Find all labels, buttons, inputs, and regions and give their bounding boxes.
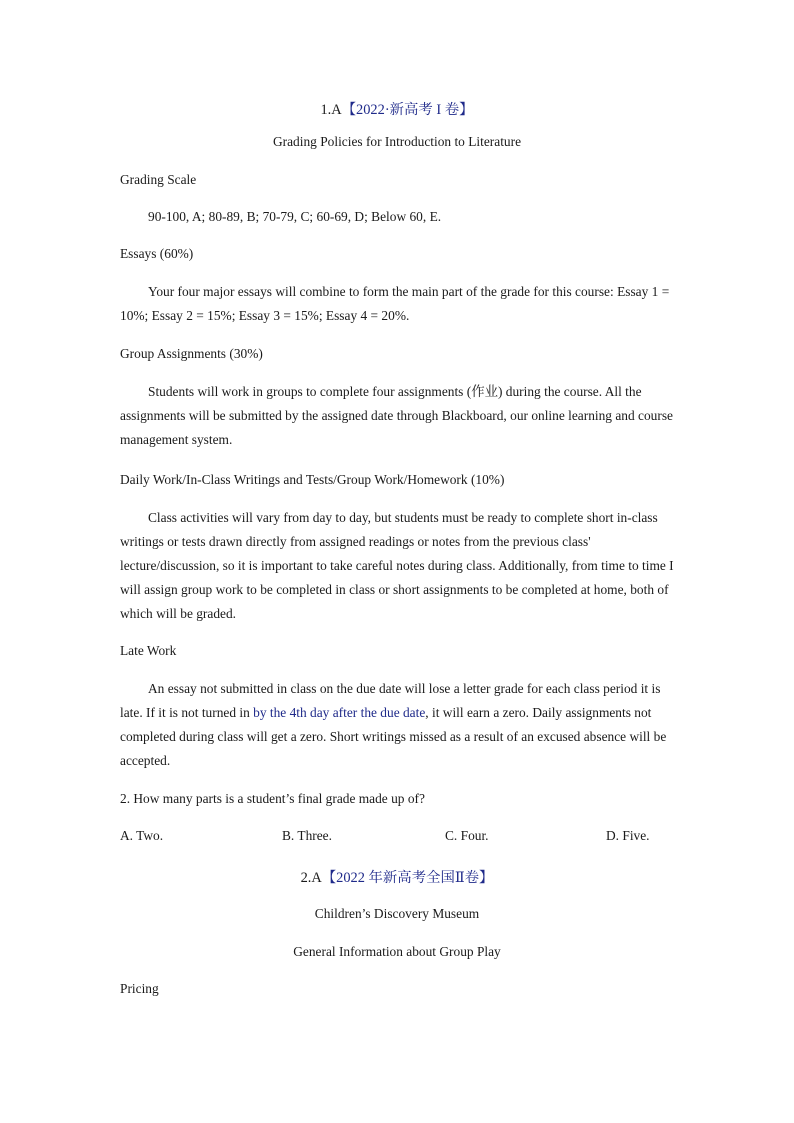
section-body-grading-scale: 90-100, A; 80-89, B; 70-79, C; 60-69, D; Below 60, E. (148, 209, 442, 224)
section-body-daily-work: Class activities will vary from day to day, but students must be ready to complete short in-class writings or tests drawn directly from assigned readings or notes from the previous class' lecture/discussion, so it is important to take careful notes during class. Additionally, from time to time I will assign group work to be completed in class or short assignments to be completed at home, both of which will be graded. (120, 510, 674, 621)
section-heading-group-assignments: Group Assignments (30%) (120, 346, 263, 361)
q1-passage-title: Grading Policies for Introduction to Literature (272, 134, 522, 149)
section-heading-daily-work: Daily Work/In-Class Writings and Tests/Group Work/Homework (10%) (120, 472, 505, 487)
q2-passage-subtitle: General Information about Group Play (293, 944, 501, 959)
q2-source-tag: 【2022 年新高考全国Ⅱ卷】 (321, 870, 494, 886)
section-body-essays: Your four major essays will combine to form the main part of the grade for this course: Essay 1 = 10%; Essay 2 = 15%; Essay 3 = 15%; Essay 4 = 20%. (120, 284, 670, 323)
q1-source-tag: 【2022·新高考 I 卷】 (341, 102, 474, 118)
section-heading-late-work: Late Work (120, 643, 177, 658)
option-c: C. Four. (445, 828, 489, 843)
q2-header (0, 866, 794, 887)
option-d: D. Five. (606, 828, 650, 843)
q2-passage-title: Children’s Discovery Museum (314, 906, 480, 921)
section-body-late-work (120, 677, 676, 773)
section-heading-grading-scale: Grading Scale (120, 172, 197, 187)
q2-section-heading-pricing: Pricing (120, 981, 159, 996)
q2-number: 2.A (300, 870, 322, 886)
q1-number: 1.A (320, 102, 342, 118)
option-a: A. Two. (120, 828, 164, 843)
late-work-text-2: , it will earn a zero. Daily assignments not completed during class will get a zero. Short writings missed as a result of an excused absence will be accepted. (120, 705, 667, 768)
late-work-highlight: by the 4th day after the due date (253, 705, 426, 720)
section-heading-essays: Essays (60%) (120, 246, 194, 261)
section-body-group-assignments: Students will work in groups to complete four assignments (作业) during the course. All the assignments will be submitted by the assigned date through Blackboard, our online learning and course management system. (120, 384, 673, 447)
q1-header (0, 98, 794, 119)
option-b: B. Three. (282, 828, 332, 843)
late-work-text-1: An essay not submitted in class on the due date will lose a letter grade for each class period it is late. If it is not turned in (120, 681, 661, 720)
question-stem: 2. How many parts is a student’s final grade made up of? (120, 791, 425, 806)
